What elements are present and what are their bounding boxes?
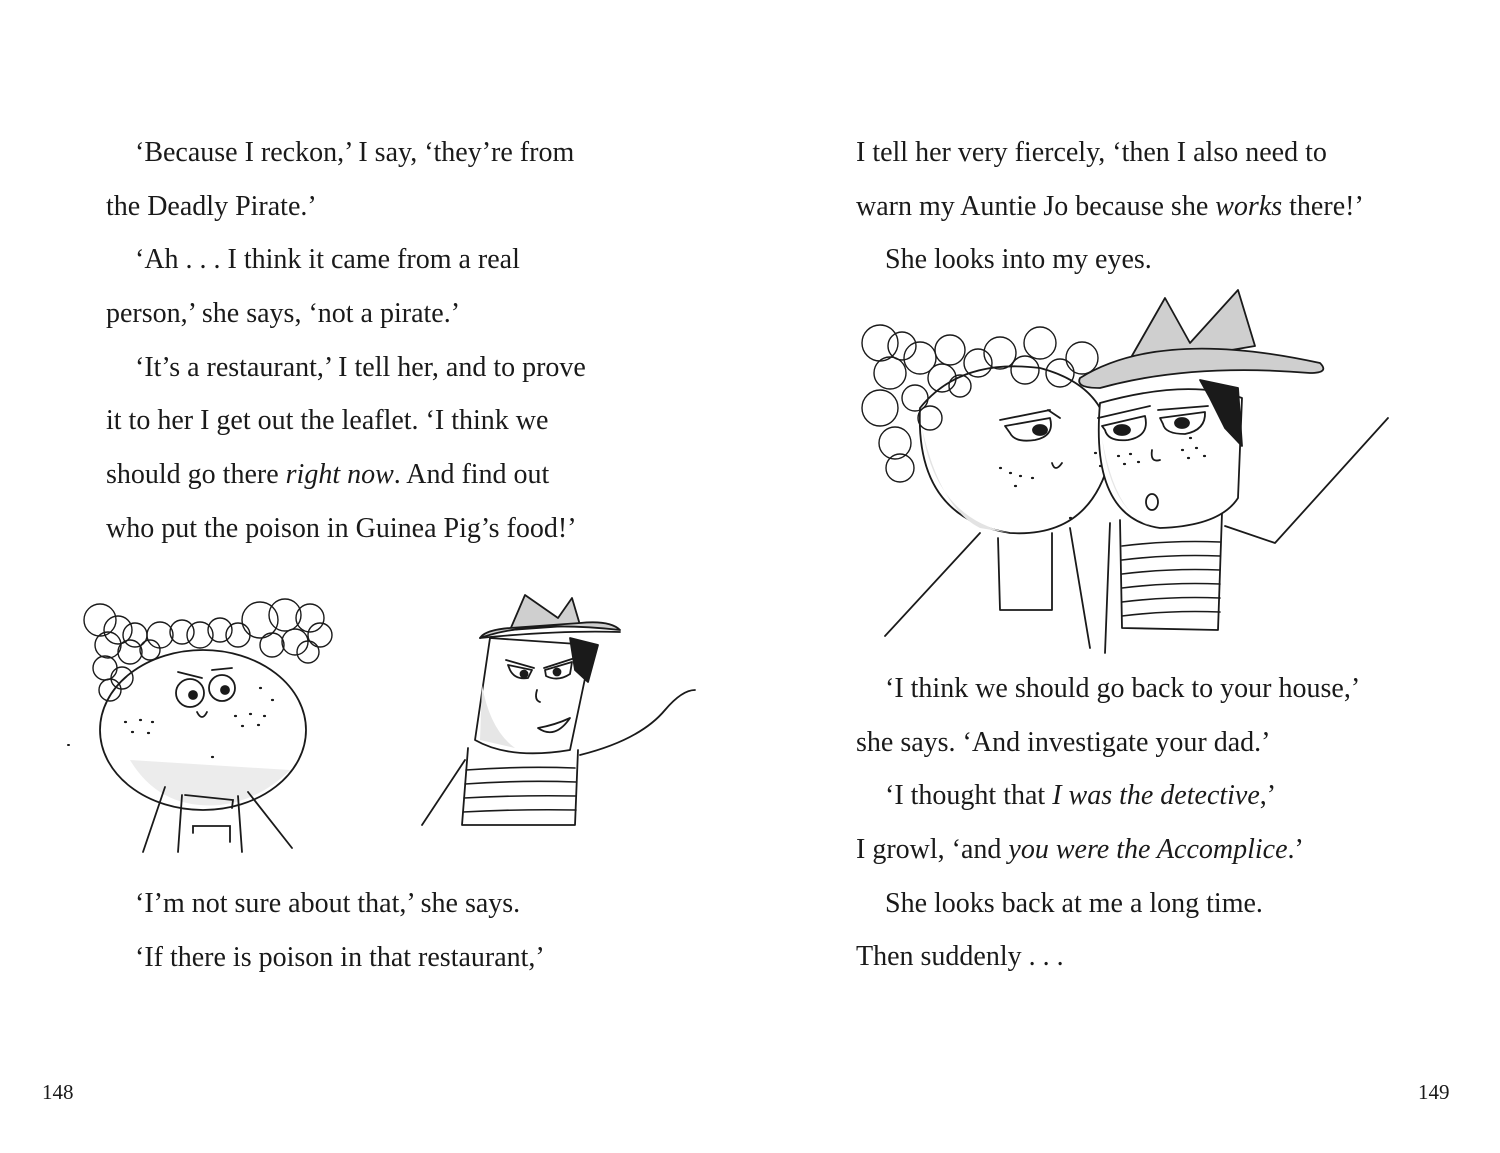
emphasis-text: I was the detective: [1052, 780, 1260, 812]
text-line: [856, 180, 1364, 234]
text-segment: ,’: [1259, 780, 1277, 812]
page-number-left: 148: [42, 1080, 74, 1104]
right-page-bottom-text: [856, 662, 1360, 984]
text-line: it to her I get out the leaflet. ‘I think we: [106, 405, 549, 437]
right-page-top-text: [856, 126, 1364, 287]
text-line: [106, 448, 586, 502]
page-number-right: 149: [1418, 1080, 1450, 1104]
text-line: She looks into my eyes.: [885, 244, 1152, 276]
text-segment: warn my Auntie Jo because she: [856, 190, 1216, 222]
left-page-top-text: [106, 126, 586, 556]
hat: [1079, 290, 1323, 388]
text-line: who put the poison in Guinea Pig’s food!’: [106, 512, 577, 544]
text-line: Then suddenly . . .: [856, 941, 1064, 973]
girl-illustration: [60, 590, 340, 860]
text-segment: there!’: [1282, 190, 1364, 222]
right-page: [750, 0, 1500, 1153]
duo-illustration: [860, 288, 1405, 658]
text-line: [856, 823, 1360, 877]
text-segment: .’: [1287, 834, 1304, 866]
text-line: she says. ‘And investigate your dad.’: [856, 726, 1271, 758]
hat: [480, 595, 620, 638]
text-segment: I growl, ‘and: [856, 834, 1009, 866]
text-line: I tell her very fiercely, ‘then I also need to: [856, 137, 1327, 168]
text-line: ‘I think we should go back to your house,’: [885, 673, 1361, 704]
text-line: [856, 769, 1360, 823]
text-line: person,’ she says, ‘not a pirate.’: [106, 298, 461, 330]
text-line: ‘I’m not sure about that,’ she says.: [135, 888, 521, 919]
text-line: ‘Because I reckon,’ I say, ‘they’re from: [135, 137, 575, 168]
emphasis-text: you were the Accomplice: [1008, 834, 1288, 866]
boy-illustration: [420, 590, 700, 830]
text-line: She looks back at me a long time.: [885, 887, 1263, 919]
emphasis-text: works: [1215, 190, 1283, 222]
text-segment: . And find out: [393, 459, 550, 491]
text-line: ‘Ah . . . I think it came from a real: [135, 244, 520, 276]
text-segment: ‘I thought that: [885, 780, 1053, 812]
left-page-bottom-text: [106, 877, 545, 984]
text-line: ‘It’s a restaurant,’ I tell her, and to prove: [135, 351, 586, 383]
text-segment: should go there: [106, 459, 286, 491]
text-line: ‘If there is poison in that restaurant,’: [135, 941, 545, 973]
emphasis-text: right now: [285, 459, 394, 491]
text-line: the Deadly Pirate.’: [106, 190, 317, 222]
